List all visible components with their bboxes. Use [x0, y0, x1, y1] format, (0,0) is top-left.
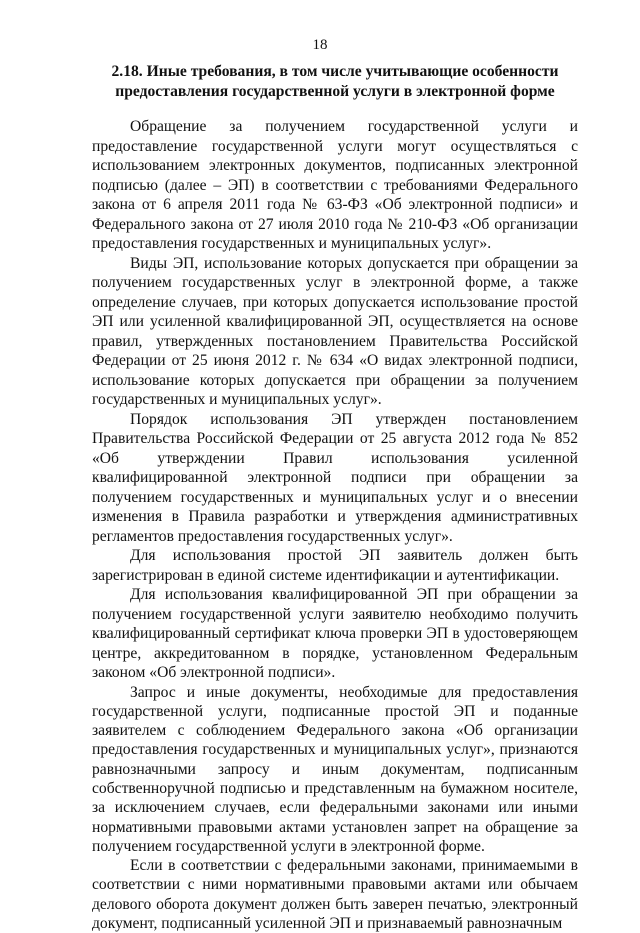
- paragraph-seal-requirement: Если в соответствии с федеральными законами, принимаемыми в соответствии с ними нормативными правовыми актами или обычаем делового оборота документ должен быть заверен печатью, электронный документ, подписанный усиленной ЭП и признаваемый равнозначным: [92, 857, 578, 933]
- paragraph-electronic-documents: Обращение за получением государственной услуги и предоставление государственной услуги могут осуществляться с использованием электронных документов, подписанных электронной подписью (далее – ЭП) в соответствии с требованиями Федерального закона от 6 апреля 2011 года № 63-ФЗ «Об электронной подписи» и Федерального закона от 27 июля 2010 года № 210-ФЗ «Об организации предоставления государственных и муниципальных услуг».: [92, 118, 578, 252]
- paragraph-signature-procedure: Порядок использования ЭП утвержден постановлением Правительства Российской Федерации от 25 августа 2012 года № 852 «Об утверждении Правил использования усиленной квалифицированной электронной подписи при обращении за получением государственных и муниципальных услуг и о внесении изменения в Правила разработки и утверждения административных регламентов предоставления государственных услуг».: [92, 410, 578, 545]
- document-body: [92, 117, 578, 933]
- page-number: 18: [312, 37, 328, 53]
- paragraph-document-equivalence: Запрос и иные документы, необходимые для предоставления государственной услуги, подписанные простой ЭП и поданные заявителем с соблюдением Федерального закона «Об организации предоставления государственных и муниципальных услуг», признаются равнозначными запросу и иным документам, подписанным собственноручной подписью и представленным на бумажном носителе, за исключением случаев, если федеральными законами или иными нормативными правовыми актами установлен запрет на обращение за получением государственной услуги в электронной форме.: [92, 683, 578, 855]
- section-heading: 2.18. Иные требования, в том числе учитывающие особенности предоставления государственной услуги в электронной форме: [111, 63, 559, 100]
- paragraph-signature-types: Виды ЭП, использование которых допускается при обращении за получением государственных услуг в электронной форме, а также определение случаев, при которых допускается использование простой ЭП или усиленной квалифицированной ЭП, осуществляется на основе правил, утвержденных постановлением Правительства Российской Федерации от 25 июня 2012 г. № 634 «О видах электронной подписи, использование которых допускается при обращении за получением государственных и муниципальных услуг».: [92, 254, 578, 408]
- paragraph-qualified-signature: Для использования квалифицированной ЭП при обращении за получением государственной услуги заявителю необходимо получить квалифицированный сертификат ключа проверки ЭП в удостоверяющем центре, аккредитованном в порядке, установленном Федеральным законом «Об электронной подписи».: [92, 586, 578, 681]
- paragraph-simple-signature: Для использования простой ЭП заявитель должен быть зарегистрирован в единой системе идентификации и аутентификации.: [92, 547, 578, 584]
